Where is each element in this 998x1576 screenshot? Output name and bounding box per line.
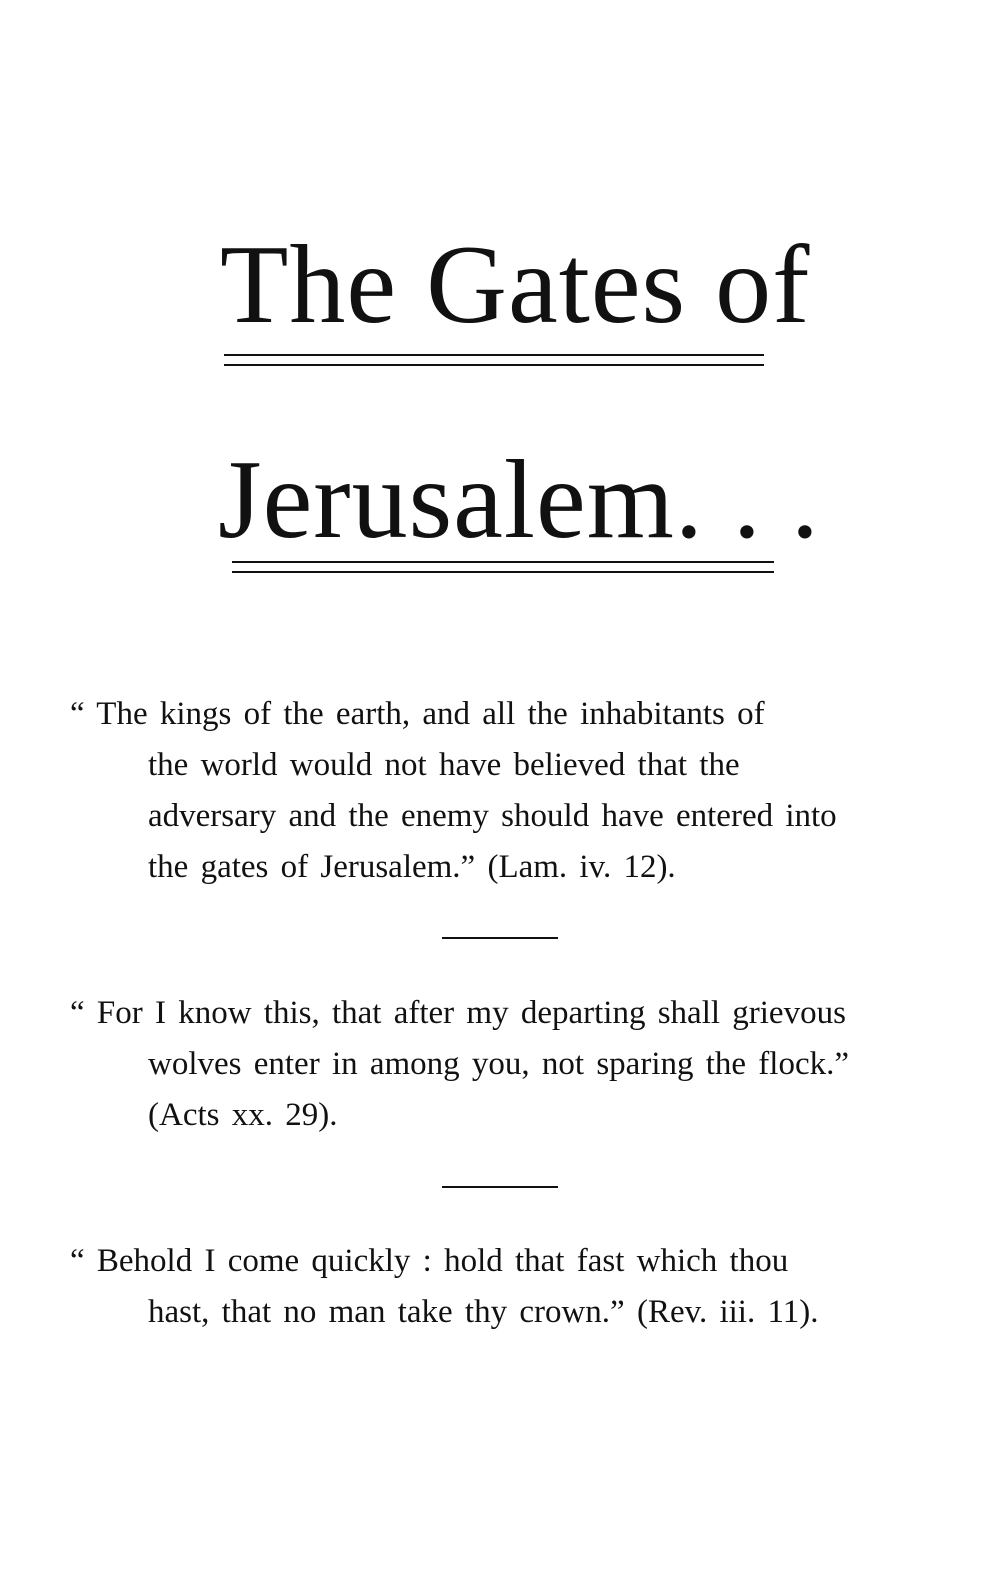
- quote-line: the world would not have believed that the: [148, 747, 740, 783]
- title-double-rule: [224, 354, 764, 366]
- quote-line: the gates of Jerusalem.” (Lam. iv. 12).: [148, 849, 676, 885]
- quote-line: “ Behold I come quickly : hold that fast which thou: [70, 1243, 789, 1279]
- scripture-quote-revelation: [70, 1236, 922, 1338]
- quote-line: adversary and the enemy should have entered into: [148, 798, 837, 834]
- page-title-line-2: Jerusalem. . .: [218, 438, 820, 562]
- scripture-quote-acts: [70, 988, 922, 1141]
- quote-line: hast, that no man take thy crown.” (Rev. iii. 11).: [148, 1294, 819, 1330]
- quote-line: (Acts xx. 29).: [148, 1097, 338, 1133]
- quote-line: wolves enter in among you, not sparing the flock.”: [148, 1046, 850, 1082]
- page-title-line-1: The Gates of: [220, 223, 811, 347]
- section-divider: [442, 1186, 558, 1188]
- quote-line: “ The kings of the earth, and all the inhabitants of: [70, 696, 765, 732]
- title-double-rule: [232, 561, 774, 573]
- scripture-quote-lamentations: [70, 689, 922, 893]
- quote-line: “ For I know this, that after my departing shall grievous: [70, 995, 846, 1031]
- section-divider: [442, 937, 558, 939]
